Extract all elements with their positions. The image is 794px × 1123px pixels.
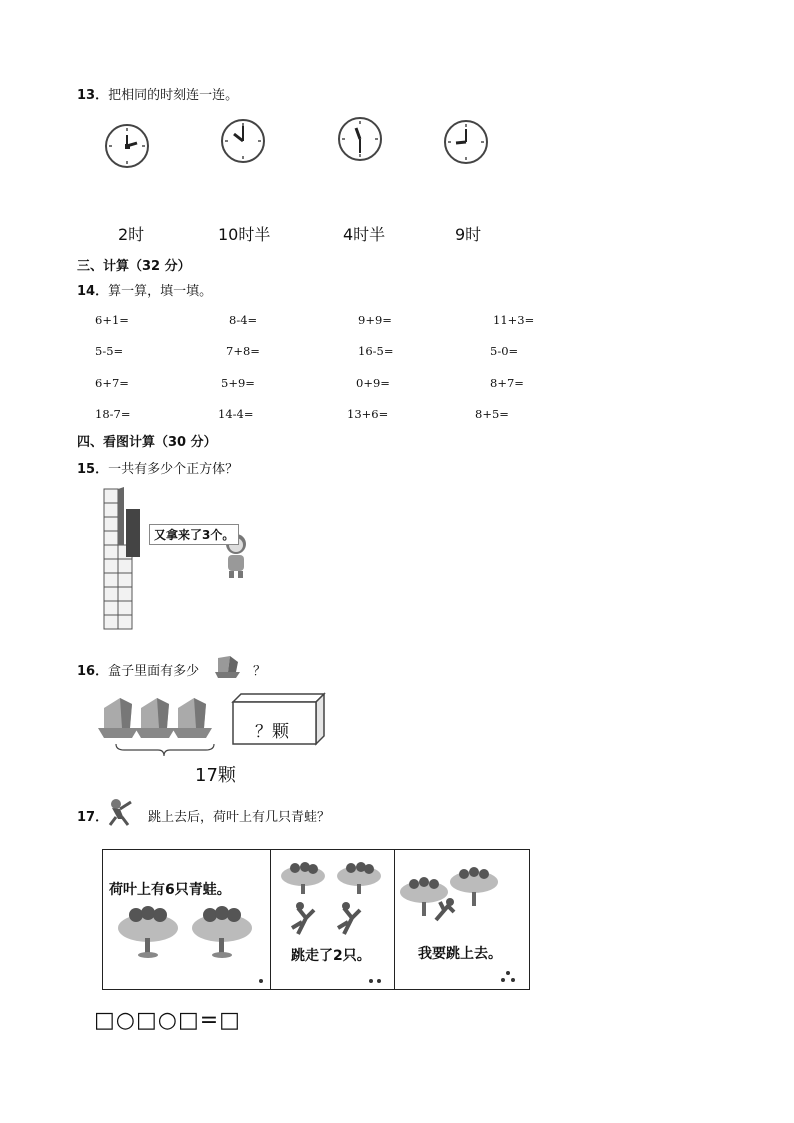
answer-template[interactable]: □○□○□=□ (94, 1008, 241, 1033)
q14-number: 14 (77, 284, 96, 299)
equation: 0+9= (356, 376, 390, 390)
equation: 7+8= (226, 344, 260, 358)
q16-text: 盒子里面有多少 (108, 664, 200, 679)
boats-illustration (98, 692, 333, 758)
equation: 8+5= (475, 407, 509, 421)
clock-icon (443, 119, 491, 167)
equation: 6+1= (95, 313, 129, 327)
frog-icon (104, 797, 134, 827)
q17-number: 17 (77, 810, 96, 825)
cube-stack-illustration (100, 487, 260, 639)
equation: 14-4= (218, 407, 254, 421)
equation: 13+6= (347, 407, 389, 421)
dot-icon (258, 978, 264, 984)
equation: 16-5= (358, 344, 394, 358)
panel-caption: 我要跳上去。 (418, 946, 502, 962)
frog-jumping-illustration (398, 862, 508, 928)
equation: 5-5= (95, 344, 124, 358)
q16-number: 16 (77, 664, 96, 679)
speech-bubble: 又拿来了3个。 (149, 524, 239, 545)
q15-prompt: 15．一共有多少个正方体？ (77, 462, 239, 477)
frogs-leaving-illustration (278, 856, 388, 946)
q14-prompt: 14．算一算，填一填。 (77, 284, 213, 299)
total-label: 17颗 (195, 765, 236, 786)
time-label: 9时 (455, 225, 482, 244)
clock-icon (337, 116, 385, 164)
q17-num-label: 17． (77, 810, 109, 825)
equation: 8-4= (229, 313, 258, 327)
q16-question-mark: ？ (253, 664, 267, 679)
q13-number: 13 (77, 88, 96, 103)
q17-text: 跳上去后，荷叶上有几只青蛙？ (148, 810, 331, 825)
q15-text: 一共有多少个正方体？ (108, 462, 239, 477)
dots-icon (368, 978, 384, 984)
time-label: 2时 (118, 225, 145, 244)
lily-pads-illustration (112, 898, 262, 960)
section-heading: 四、看图计算（30 分） (77, 435, 217, 450)
time-label: 10时半 (218, 225, 271, 244)
box-label: ？颗 (255, 722, 289, 742)
panel-divider (270, 850, 271, 989)
q13-text: 把相同的时刻连一连。 (108, 88, 239, 103)
dots-icon (500, 970, 516, 984)
time-label: 4时半 (343, 225, 386, 244)
equation: 11+3= (493, 313, 535, 327)
equation: 5-0= (490, 344, 519, 358)
clock-icon (220, 118, 268, 166)
equation: 8+7= (490, 376, 524, 390)
clock-icon (104, 123, 152, 171)
equation: 5+9= (221, 376, 255, 390)
equation: 9+9= (358, 313, 392, 327)
equation: 6+7= (95, 376, 129, 390)
equation: 18-7= (95, 407, 131, 421)
q16-prompt: 16．盒子里面有多少 (77, 664, 200, 679)
panel-divider (394, 850, 395, 989)
q14-text: 算一算，填一填。 (108, 284, 213, 299)
panel-caption: 跳走了2只。 (291, 948, 371, 964)
q13-prompt: 13．把相同的时刻连一连。 (77, 88, 239, 103)
panel-caption: 荷叶上有6只青蛙。 (109, 882, 231, 898)
q15-number: 15 (77, 462, 96, 477)
boat-icon (214, 654, 242, 680)
section-heading: 三、计算（32 分） (77, 259, 191, 274)
